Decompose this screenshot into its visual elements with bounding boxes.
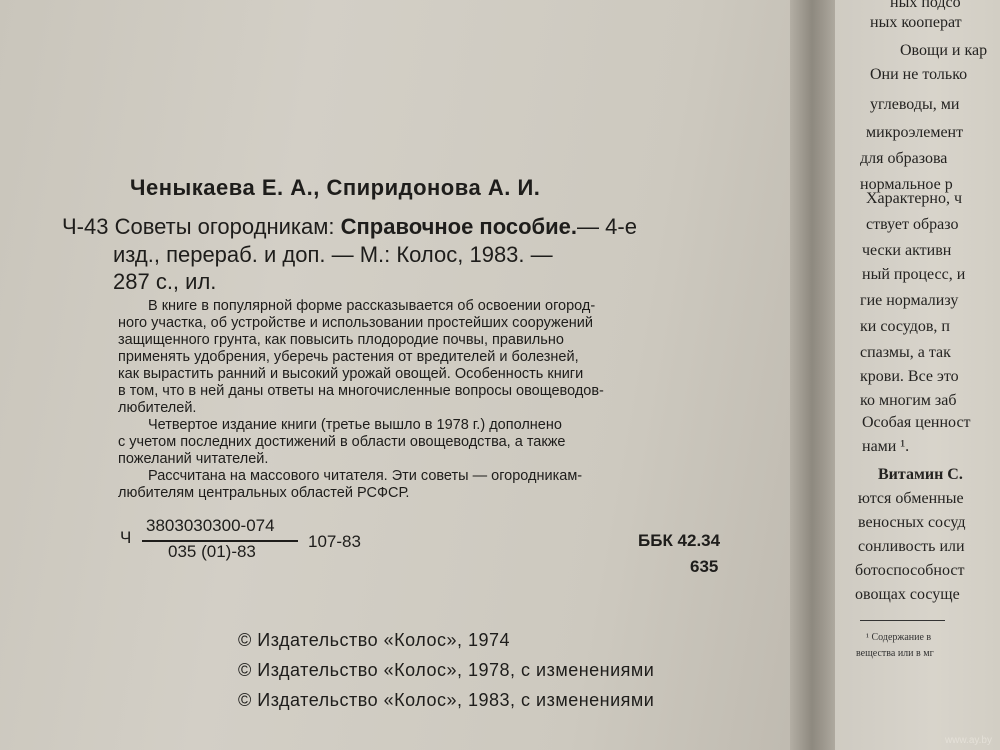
right-page-line: крови. Все это (860, 368, 959, 385)
right-page-line: Овощи и кар (900, 42, 988, 59)
bib-line-3: 287 с., ил. (113, 269, 217, 294)
right-page-line: сонливость или (858, 538, 965, 555)
right-page-line: Характерно, ч (866, 190, 963, 207)
copyright-1978: © Издательство «Колос», 1978, с изменениями (238, 660, 655, 680)
annotation-line: В книге в популярной форме рассказывается об освоении огород- (148, 298, 596, 314)
annotation-line: ного участка, об устройстве и использовании простейших сооружений (118, 315, 593, 331)
footnote-line-1: ¹ Содержание в (866, 632, 932, 643)
code-denominator: 035 (01)-83 (168, 542, 256, 561)
right-page-line: веносных сосуд (858, 514, 966, 531)
annotation-line: Четвертое издание книги (третье вышло в 1978 г.) дополнено (148, 417, 562, 433)
right-page-line: углеводы, ми (870, 96, 960, 113)
right-page-line: нами ¹. (862, 438, 910, 455)
right-page-line: Особая ценност (862, 414, 971, 431)
right-page-line: Они не только (870, 66, 968, 83)
authors-line: Ченыкаева Е. А., Спиридонова А. И. (130, 175, 541, 200)
watermark-text: www.ay.by (944, 735, 992, 746)
bib-title-genre: Справочное пособие. (340, 214, 578, 239)
bbk-subcode: 635 (690, 557, 719, 576)
footnote-rule (860, 620, 945, 621)
annotation-line: в том, что в ней даны ответы на многочисленные вопросы овощеводов- (118, 383, 604, 399)
annotation-block (118, 298, 758, 502)
bib-line-2: изд., перераб. и доп. — М.: Колос, 1983. — (113, 242, 553, 267)
right-page-line: спазмы, а так (860, 344, 951, 361)
right-page-line: ных кооперат (870, 14, 962, 31)
right-page-line: микроэлемент (866, 124, 964, 141)
code-letter: Ч (120, 528, 132, 547)
annotation-line: Рассчитана на массового читателя. Эти советы — огородникам- (148, 468, 583, 484)
right-page-line: Витамин С. (878, 466, 963, 483)
right-page-line: ются обменные (858, 490, 964, 507)
right-page-line: ных подсо (890, 0, 961, 11)
annotation-line: защищенного грунта, как повысить плодородие почвы, правильно (118, 332, 564, 348)
right-page-line: ки сосудов, п (860, 318, 950, 335)
right-page-line: ствует образо (866, 216, 959, 233)
annotation-line: пожеланий читателей. (118, 451, 269, 467)
code-suffix: 107-83 (308, 532, 361, 551)
right-page-line: ко многим заб (860, 392, 957, 409)
code-numerator: 3803030300-074 (146, 516, 275, 535)
right-page-line: нормальное р (860, 176, 953, 193)
annotation-line: применять удобрения, уберечь растения от вредителей и болезней, (118, 349, 579, 365)
right-page-line: овощах сосуще (855, 586, 960, 603)
annotation-line: любителям центральных областей РСФСР. (118, 485, 410, 501)
right-page-line: ботоспособност (855, 562, 965, 579)
copyright-1974: © Издательство «Колос», 1974 (238, 630, 511, 650)
right-page-line: ный процесс, и (862, 266, 966, 283)
copyright-1983: © Издательство «Колос», 1983, с изменениями (238, 690, 655, 710)
annotation-line: с учетом последних достижений в области овощеводства, а также (118, 434, 566, 450)
right-page-line: для образова (860, 150, 948, 167)
bib-line-1 (62, 214, 637, 240)
annotation-line: как вырастить ранний и высокий урожай овощей. Особенность книги (118, 366, 584, 382)
annotation-line: любителей. (118, 400, 197, 416)
bbk-code: ББК 42.34 (638, 531, 721, 550)
right-page-line: чески активн (862, 242, 952, 259)
right-page-line: гие нормализу (860, 292, 959, 309)
footnote-line-2: вещества или в мг (856, 648, 934, 659)
bib-line-1-suffix: — 4-е (577, 214, 637, 239)
bib-line-1-prefix: Ч-43 Советы огородникам: (62, 214, 341, 239)
